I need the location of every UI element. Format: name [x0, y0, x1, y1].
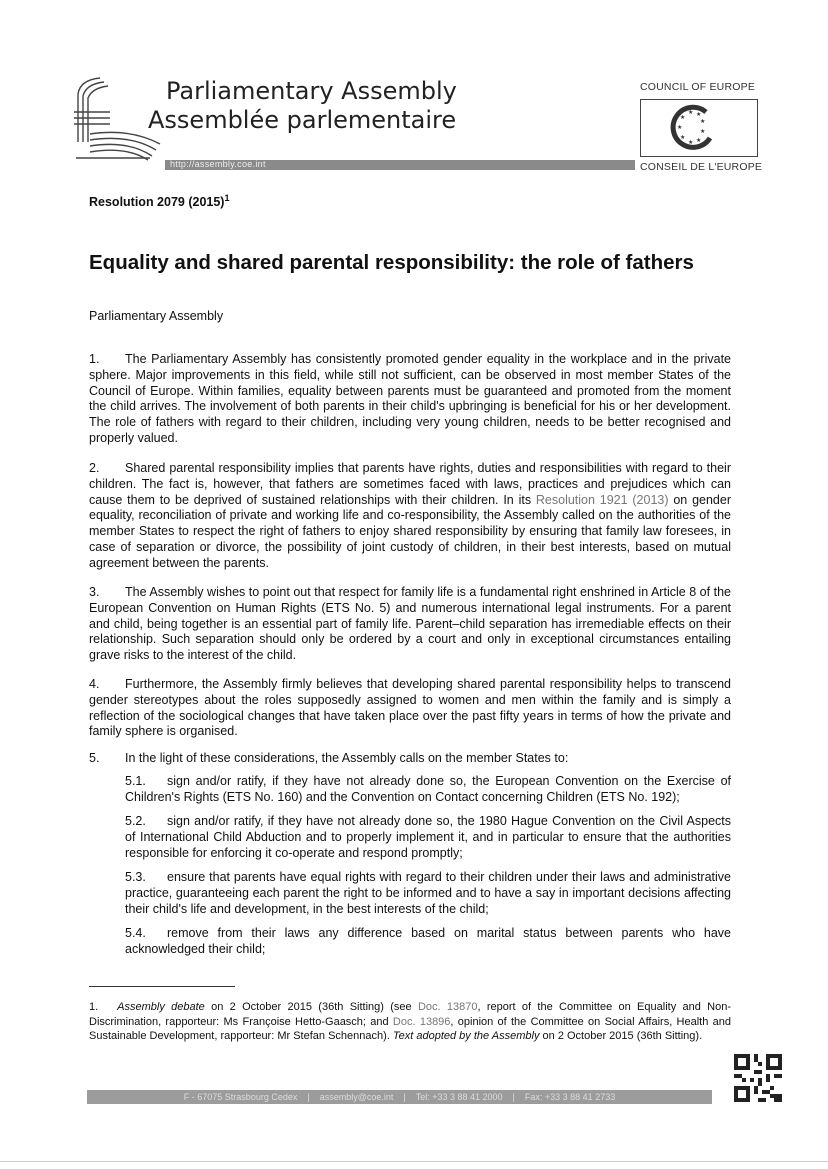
- coe-name-en: COUNCIL OF EUROPE: [640, 81, 756, 93]
- subparagraph-5-3: 5.3. ensure that parents have equal rights with regard to their children under their laws and administrative practice, guaranteeing each parent the right to be informed and to have a say in important decisions affecting their child's life and development, in the best interests of the child;: [125, 870, 731, 916]
- subparagraph-5-1: 5.1. sign and/or ratify, if they have not already done so, the European Convention on the Exercise of Children's Rights (ETS No. 160) and the Convention on Contact concerning Children (ETS No. 192);: [125, 774, 731, 804]
- subparagraph-5-2: 5.2. sign and/or ratify, if they have not already done so, the 1980 Hague Convention on the Civil Aspects of International Child Abduction and to properly implement it, and in particular to ensure that the authorities responsible for enforcing it co-operate and respond promptly;: [125, 814, 731, 860]
- svg-text:★: ★: [677, 124, 683, 131]
- svg-text:★: ★: [696, 111, 702, 118]
- page-edge-line: [0, 1161, 828, 1162]
- footnote: 1. Assembly debate on 2 October 2015 (36th Sitting) (see Doc. 13870, report of the Committee on Equality and Non-Discrimination, rapporteur: Ms Françoise Hetto-Gaasch; and Doc. 13896, opinion of the Committee on Social Affairs, Health and Sustainable Development, rapporteur: Mr Stefan Schennach). Text adopted by the Assembly on 2 October 2015 (36th Sitting).: [89, 1001, 732, 1042]
- paragraph-2: 2. Shared parental responsibility implies that parents have rights, duties and responsibilities with regard to their children. The fact is, however, that fathers are sometimes faced with laws, practices and prejudices which can cause them to be deprived of sustained relationships with their children. In its Resolution 1921 (2013) on gender equality, reconciliation of private and working life and co-responsibility, the Assembly called on the authorities of the member States to respect the right of fathers to enjoy shared responsibility by ensuring that family law foresees, in case of separation or divorce, the possibility of joint custody of children, in their best interests, based on mutual agreement between the parents.: [89, 461, 731, 570]
- svg-text:★: ★: [696, 137, 702, 144]
- svg-text:★: ★: [680, 114, 686, 121]
- email-link[interactable]: assembly@coe.int: [319, 1092, 394, 1102]
- assembly-url[interactable]: http://assembly.coe.int: [170, 159, 266, 169]
- author-line: Parliamentary Assembly: [89, 309, 224, 323]
- org-name-en: Parliamentary Assembly: [166, 77, 457, 105]
- fax: Fax: +33 3 88 41 2733: [524, 1092, 616, 1102]
- paragraph-4: 4. Furthermore, the Assembly firmly believes that developing shared parental responsibility helps to transcend gender stereotypes about the roles supposedly assigned to women and men within the family and is simply a reflection of the sociological changes that have taken place over the past fifty years in terms of how the private and family sphere is organised.: [89, 677, 731, 739]
- svg-text:★: ★: [688, 109, 694, 116]
- qr-code-icon: [734, 1054, 782, 1102]
- subparagraph-5-4: 5.4. remove from their laws any difference based on marital status between parents who have acknowledged their child;: [125, 926, 731, 956]
- org-name-fr: Assemblée parlementaire: [148, 106, 457, 134]
- doc-13896-link[interactable]: Doc. 13896: [392, 1015, 451, 1028]
- paragraph-5: 5. In the light of these considerations, the Assembly calls on the member States to:: [89, 751, 569, 765]
- svg-text:★: ★: [688, 139, 694, 146]
- resolution-number: Resolution 2079 $(2015)^1$: [89, 193, 230, 210]
- contact-bar: F - 67075 Strasbourg Cedex | assembly@coe.int | Tel: +33 3 88 41 2000 | Fax: +33 3 88 41 2733: [87, 1090, 712, 1104]
- svg-text:★: ★: [700, 128, 706, 135]
- address: F - 67075 Strasbourg Cedex: [183, 1092, 298, 1102]
- footnote-ref[interactable]: 1: [224, 193, 230, 203]
- telephone: Tel: +33 3 88 41 2000: [415, 1092, 503, 1102]
- doc-13870-link[interactable]: Doc. 13870: [417, 1001, 478, 1013]
- resolution-1921-link[interactable]: Resolution 1921 (2013): [535, 492, 669, 507]
- svg-text:★: ★: [680, 134, 686, 141]
- document-title: Equality and shared parental responsibility: the role of fathers: [89, 251, 694, 274]
- coe-name-fr: CONSEIL DE L'EUROPE: [640, 161, 763, 173]
- footnote-divider: [89, 986, 235, 987]
- svg-text:★: ★: [700, 118, 706, 125]
- paragraph-3: 3. The Assembly wishes to point out that respect for family life is a fundamental right enshrined in Article 8 of the European Convention on Human Rights (ETS No. 5) and numerous international legal instruments. For a parent and child, being together is an essential part of family life. Parent–child separation has irremediable effects on their relationship. Such separation should only be ordered by a court and only in exceptional circumstances entailing grave risks to the interest of the child.: [89, 585, 731, 663]
- council-of-europe-emblem: [666, 102, 720, 154]
- paragraph-1: 1. The Parliamentary Assembly has consistently promoted gender equality in the workplace and in the private sphere. Major improvements in this field, while still not sufficient, can be observed in most member States of the Council of Europe. Within families, equality between parents must be guaranteed and promoted from the moment the child arrives. The involvement of both parents in their child's upbringing is beneficial for his or her development. The role of fathers with regard to their children, including very young children, needs to be better recognised and properly valued.: [89, 352, 731, 445]
